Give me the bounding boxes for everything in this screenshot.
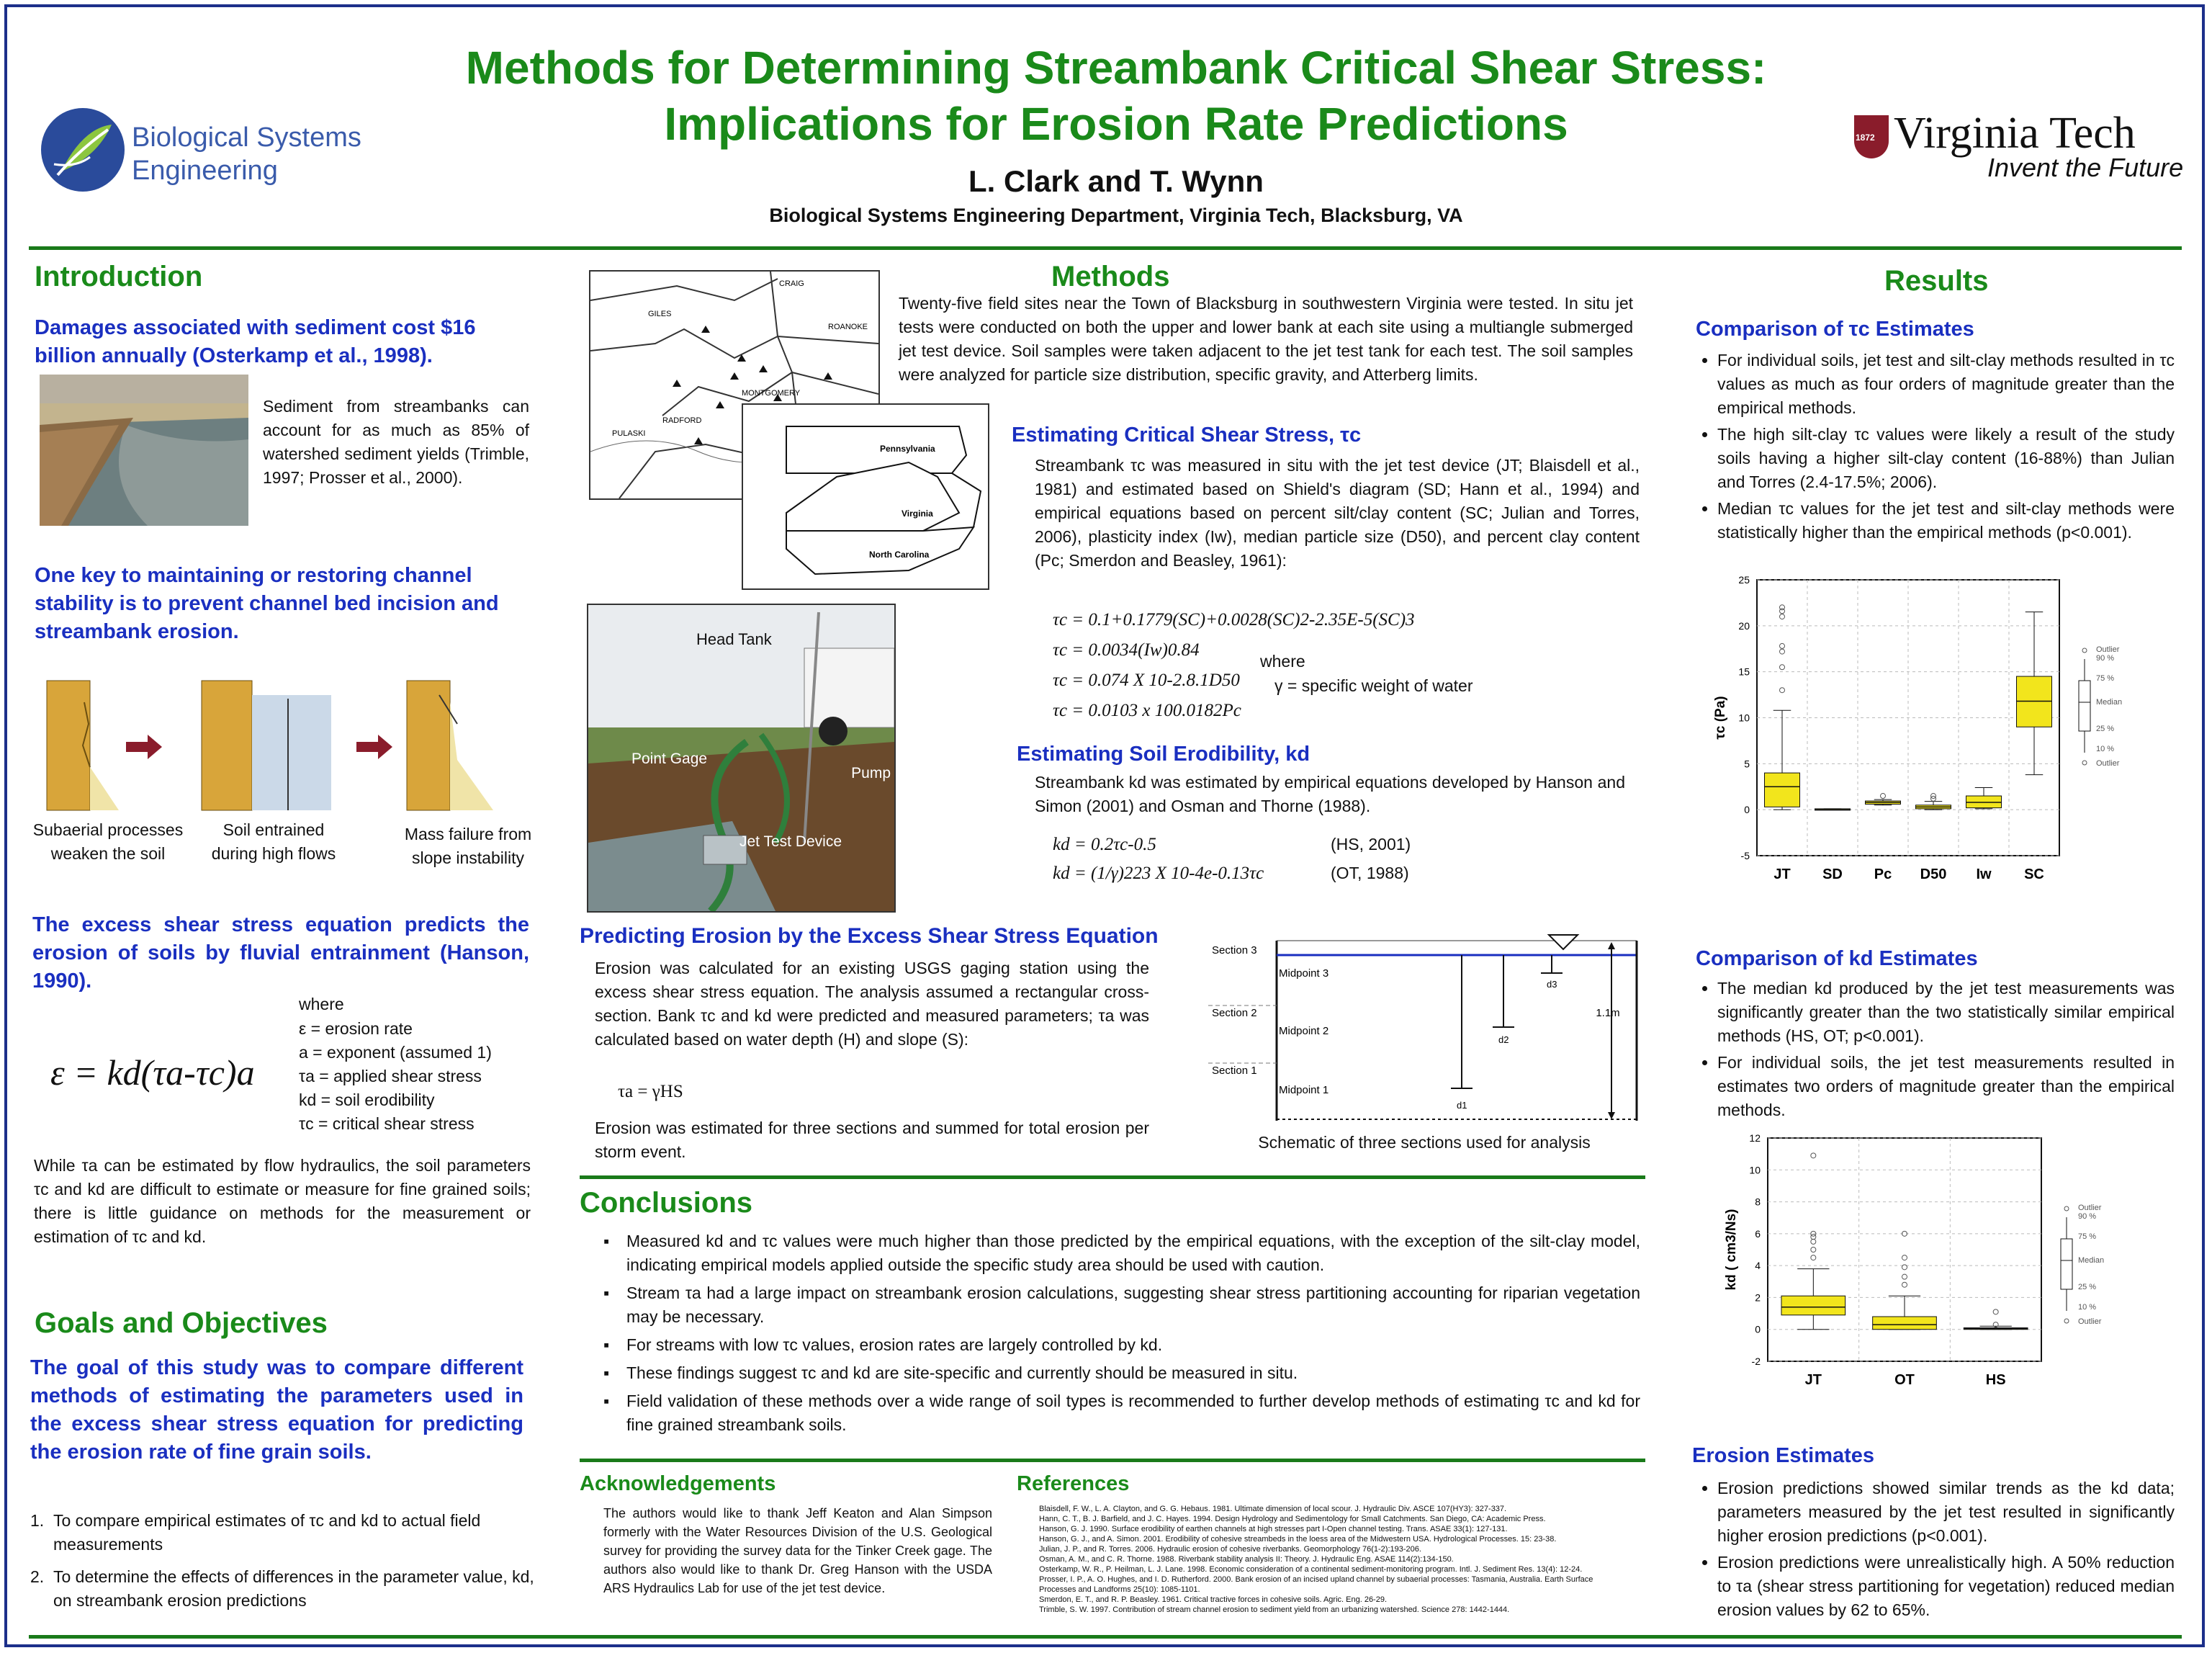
def-exponent: a = exponent (assumed 1) xyxy=(299,1043,492,1062)
map-label-giles: GILES xyxy=(648,310,672,318)
reference-item: Osman, A. M., and C. R. Thorne. 1988. Riverbank stability analysis II: Theory. J. Hydraulic Eng. ASAE 114(2):134-150. xyxy=(1039,1555,1454,1564)
kd-result-2: • For individual soils, the jet test measurements resulted in estimates two orders of magnitude greater than the empirical methods. xyxy=(1717,1051,2175,1122)
y-tick-label: 15 xyxy=(1738,666,1750,678)
objective-item: 2. To determine the effects of differences in the parameter value, kd, on streambank erosion predictions xyxy=(30,1565,534,1613)
tc-heading: Estimating Critical Shear Stress, τc xyxy=(1012,424,1362,447)
x-tick-label: HS xyxy=(1985,1372,2006,1388)
tc-eq-clay: τc = 0.0103 x 100.0182Pc xyxy=(1053,701,1241,720)
x-tick-label: Iw xyxy=(1976,866,1992,882)
conclusion-item: ▪ These findings suggest τc and kd are site-specific and currently should be measured in situ. xyxy=(603,1361,1640,1385)
def-applied-stress: τa = applied shear stress xyxy=(299,1067,482,1085)
erosion-results-heading: Erosion Estimates xyxy=(1692,1444,1875,1467)
y-tick-label: 10 xyxy=(1749,1164,1761,1176)
x-tick-label: SD xyxy=(1822,866,1843,882)
def-critical-stress: τc = critical shear stress xyxy=(299,1114,475,1133)
defs-list xyxy=(299,1017,492,1136)
kd-eq-ot-src: (OT, 1988) xyxy=(1331,864,1409,882)
legend-label: 75 % xyxy=(2096,674,2115,683)
x-tick-label: Pc xyxy=(1874,866,1892,882)
box-iqr xyxy=(1765,773,1800,807)
x-tick-label: SC xyxy=(2024,866,2044,882)
tc-where: where xyxy=(1260,652,1305,671)
y-tick-label: -5 xyxy=(1740,850,1750,861)
y-tick-label: 4 xyxy=(1755,1260,1761,1272)
y-tick-label: -2 xyxy=(1751,1356,1761,1367)
tc-result-3: • Median τc values for the jet test and silt-clay methods were statistically higher than the empirical methods (p<0.001). xyxy=(1717,497,2175,545)
map-label-roanoke: ROANOKE xyxy=(828,323,868,331)
conclusions-heading: Conclusions xyxy=(580,1187,753,1219)
schematic-d2: d2 xyxy=(1498,1034,1509,1045)
reference-item: Hanson, G. J., and A. Simon. 2001. Erodibility of cohesive streambeds in the loess area of the Midwestern USA. Hydrological Processes. 15: 23-38. xyxy=(1039,1535,1557,1544)
box-outlier xyxy=(1902,1274,1907,1279)
box-outlier xyxy=(1811,1255,1816,1260)
references-heading: References xyxy=(1017,1472,1130,1495)
box-outlier xyxy=(1811,1153,1816,1158)
tc-boxplot xyxy=(1714,569,2160,893)
box-outlier xyxy=(1902,1265,1907,1270)
kd-eq-ot: kd = (1/γ)223 X 10-4e-0.13τc xyxy=(1053,864,1264,883)
diagram-label-2: Soil entrained during high flows xyxy=(211,820,336,863)
def-erodibility: kd = soil erodibility xyxy=(299,1090,435,1109)
while-text: While τa can be estimated by flow hydraulics, the soil parameters τc and kd are difficult to estimate or measure for fine grained soils; there is little guidance on methods for the measurement or estimation of τc and kd. xyxy=(34,1156,531,1246)
map-label-pulaski: PULASKI xyxy=(612,429,646,438)
tc-equations xyxy=(1053,605,1415,726)
section-schematic xyxy=(1201,933,1647,1128)
reference-item: Julian, J. P., and R. Torres. 2006. Hydraulic erosion of cohesive riverbanks. Geomorphology 76(1-2):193-206. xyxy=(1039,1545,1421,1554)
objective-1: To compare empirical estimates of τc and kd to actual field measurements xyxy=(53,1511,481,1554)
conclusion-1: Measured kd and τc values were much higher than those predicted by the empirical equations, with the exception of the silt-clay model, indicating empirical models applied outside the specific study area should be used with caution. xyxy=(626,1232,1640,1274)
kd-result-1: • The median kd produced by the jet test measurements was significantly greater than the two statistically similar empirical methods (HS, OT; p<0.001). xyxy=(1717,977,2175,1048)
vt-name: Virginia Tech xyxy=(1894,109,2136,158)
methods-heading: Methods xyxy=(1051,261,1170,292)
logo-text-line-2: Engineering xyxy=(132,156,278,186)
kd-heading: Estimating Soil Erodibility, kd xyxy=(1017,743,1310,766)
objectives-list xyxy=(30,1509,534,1613)
y-tick-label: 10 xyxy=(1738,712,1750,724)
x-tick-label: JT xyxy=(1804,1372,1822,1388)
box-outlier xyxy=(1780,688,1785,693)
results-heading: Results xyxy=(1884,265,1989,297)
legend-label: 90 % xyxy=(2096,654,2115,663)
kd-boxplot xyxy=(1725,1127,2157,1394)
kd-text: Streambank kd was estimated by empirical equations developed by Hanson and Simon (2001) and Osman and Thorne (1988). xyxy=(1035,773,1625,815)
ack-text: The authors would like to thank Jeff Keaton and Alan Simpson formerly with the Water Resources Division of the U.S. Geological survey for providing the survey data for the Tinker Creek gage. The authors also would like to thank Dr. Greg Hanson with the USDA ARS Hydraulics Lab for use of the jet test device. xyxy=(603,1506,992,1595)
box-outlier xyxy=(1780,649,1785,654)
vt-logo xyxy=(1854,108,2185,187)
legend-outlier xyxy=(2082,761,2087,765)
reference-item: Osterkamp, W. R., P. Heilman, L. J. Lane. 1998. Economic consideration of a continental sediment-monitoring program. Intl. J. Sediment Res. 13(4): 12-24. xyxy=(1039,1565,1583,1574)
damages-text: Damages associated with sediment cost $16 billion annually (Osterkamp et al., 1998). xyxy=(35,316,476,367)
main-equation: ε = kd(τa-τc)a xyxy=(50,1052,255,1093)
bse-logo-icon xyxy=(40,107,126,193)
poster-title xyxy=(216,40,2016,152)
y-tick-label: 25 xyxy=(1738,574,1750,586)
legend-outlier xyxy=(2064,1206,2069,1211)
ta-equation: τa = γHS xyxy=(618,1082,683,1101)
intro-heading: Introduction xyxy=(35,261,203,292)
y-tick-label: 5 xyxy=(1744,758,1750,770)
legend-label: 25 % xyxy=(2078,1283,2097,1291)
box-outlier xyxy=(1780,665,1785,670)
methods-intro: Twenty-five field sites near the Town of Blacksburg in southwestern Virginia were tested. In situ jet tests were conducted on both the upper and lower bank at each site using a multiangle submerged jet test device. Soil samples were taken adjacent to the jet test tank for each test. The soil samples were analyzed for particle size distribution, specific gravity, and Atterberg limits. xyxy=(899,294,1633,384)
photo-label-jet-test-device: Jet Test Device xyxy=(739,833,842,850)
legend-label: Outlier xyxy=(2078,1204,2102,1212)
tc-eq-d50: τc = 0.074 X 10-2.8.1D50 xyxy=(1053,671,1240,690)
x-tick-label: D50 xyxy=(1920,866,1947,882)
arrow-icon xyxy=(126,735,162,759)
bse-logo xyxy=(40,107,371,197)
diagram-label-1: Subaerial processes weaken the soil xyxy=(32,820,184,863)
inset-label-virginia: Virginia xyxy=(902,509,933,519)
affiliation: Biological Systems Engineering Department, Virginia Tech, Blacksburg, VA xyxy=(769,205,1463,226)
legend-label: Outlier xyxy=(2096,645,2120,654)
conclusion-5: Field validation of these methods over a wide range of soil types is recommended to further develop methods of estimating τc and kd for fine grained streambank soils. xyxy=(626,1392,1640,1434)
tc-result-2: • The high silt-clay τc values were likely a result of the study soils having a higher silt-clay content (16-88%) than Julian and Torres (2.4-17.5%; 2006). xyxy=(1717,423,2175,494)
schematic-midpoint-3: Midpoint 3 xyxy=(1279,967,1329,980)
box-outlier xyxy=(1902,1255,1907,1260)
kd-results-bullets xyxy=(1696,977,2175,1125)
schematic-d3: d3 xyxy=(1547,979,1557,990)
schematic-midpoint-2: Midpoint 2 xyxy=(1279,1025,1329,1037)
box-outlier xyxy=(1811,1239,1816,1244)
conclusion-item: ▪ Stream τa had a large impact on streambank erosion calculations, suggesting shear stress partitioning accounting for riparian vegetation may be necessary. xyxy=(603,1281,1640,1329)
conclusion-3: For streams with low τc values, erosion rates are largely controlled by kd. xyxy=(626,1335,1163,1354)
y-tick-label: 0 xyxy=(1744,804,1750,816)
footer-divider xyxy=(29,1635,2182,1639)
y-tick-label: 2 xyxy=(1755,1291,1761,1304)
legend-label: 10 % xyxy=(2078,1303,2097,1312)
tc-results-heading: Comparison of τc Estimates xyxy=(1696,318,1974,341)
gamma-def: γ = specific weight of water xyxy=(1274,676,1473,695)
conclusion-item: ▪ Field validation of these methods over a wide range of soil types is recommended to further develop methods of estimating τc and kd for fine grained streambank soils. xyxy=(603,1389,1640,1437)
y-tick-label: 6 xyxy=(1755,1227,1761,1240)
logo-text-line-1: Biological Systems xyxy=(132,122,361,153)
x-tick-label: OT xyxy=(1894,1372,1915,1388)
box-iqr xyxy=(1781,1296,1845,1315)
goal-text: The goal of this study was to compare different methods of estimating the parameters used in the excess shear stress equation for predicting the erosion rate of fine grain soils. xyxy=(30,1356,523,1464)
legend-outlier xyxy=(2082,648,2087,653)
y-axis-label: τc (Pa) xyxy=(1714,696,1728,740)
diagram-label-3: Mass failure from slope instability xyxy=(404,825,532,867)
legend-label: 75 % xyxy=(2078,1232,2097,1241)
ack-divider xyxy=(580,1459,1645,1462)
vt-shield-icon xyxy=(1854,115,1889,158)
tc-results-bullets xyxy=(1696,349,2175,547)
kd-results-heading: Comparison of kd Estimates xyxy=(1696,947,1978,970)
conclusion-2: Stream τa had a large impact on streambank erosion calculations, suggesting shear stress partitioning accounting for riparian vegetation may be necessary. xyxy=(626,1284,1640,1326)
reference-item: Trimble, S. W. 1997. Contribution of stream channel erosion to sediment yield from an urbanizing watershed. Science 278: 1442-1444. xyxy=(1039,1605,1510,1614)
map-label-craig: CRAIG xyxy=(779,279,804,288)
erosion-result-1: • Erosion predictions showed similar trends as the kd data; parameters measured by the jet test resulted in significantly higher erosion predictions (p<0.001). xyxy=(1717,1477,2175,1548)
reference-item: Hann, C. T., B. J. Barfield, and J. C. Hayes. 1994. Design Hydrology and Sedimentology for Small Catchments. San Diego, CA: Academic Press. xyxy=(1039,1515,1546,1523)
schematic-section-3: Section 3 xyxy=(1212,944,1257,957)
schematic-section-1: Section 1 xyxy=(1212,1065,1257,1077)
y-tick-label: 12 xyxy=(1749,1132,1761,1144)
legend-outlier xyxy=(2064,1319,2069,1323)
schematic-midpoint-1: Midpoint 1 xyxy=(1279,1084,1329,1096)
legend-box xyxy=(2061,1239,2072,1289)
box-outlier xyxy=(1780,643,1785,648)
legend-label: Outlier xyxy=(2096,759,2120,768)
kd-eq-hs: kd = 0.2τc-0.5 xyxy=(1053,835,1156,854)
jet-test-photo xyxy=(587,604,896,913)
x-tick-label: JT xyxy=(1773,866,1791,882)
y-tick-label: 8 xyxy=(1755,1196,1761,1208)
photo-label-head-tank: Head Tank xyxy=(696,630,772,648)
map-label-montgomery: MONTGOMERY xyxy=(742,389,801,398)
objective-2: To determine the effects of differences in the parameter value, kd, on streambank erosion predictions xyxy=(53,1567,534,1610)
legend-label: 90 % xyxy=(2078,1212,2097,1221)
schematic-caption: Schematic of three sections used for analysis xyxy=(1258,1133,1591,1152)
objective-item: 1. To compare empirical estimates of τc and kd to actual field measurements xyxy=(30,1509,534,1556)
y-tick-label: 0 xyxy=(1755,1323,1761,1335)
kd-eq-hs-src: (HS, 2001) xyxy=(1331,835,1411,854)
erosion-results-bullets xyxy=(1696,1477,2175,1625)
title-line-2: Implications for Erosion Rate Predictions xyxy=(664,98,1568,150)
photo-label-point-gage: Point Gage xyxy=(631,751,708,767)
erosion-result-2: • Erosion predictions were unrealistically high. A 50% reduction to τa (shear stress partitioning for vegetation) reduced median erosion values by 62 to 65%. xyxy=(1717,1551,2175,1622)
legend-label: Outlier xyxy=(2078,1317,2102,1326)
map-label-radford: RADFORD xyxy=(662,416,702,425)
inset-map xyxy=(742,403,989,590)
key-text: One key to maintaining or restoring channel stability is to prevent channel bed incision and streambank erosion. xyxy=(35,564,499,643)
erosion-process-diagram xyxy=(40,673,529,817)
references-list xyxy=(1039,1504,1601,1615)
conclusions-divider xyxy=(580,1175,1645,1179)
goals-heading: Goals and Objectives xyxy=(35,1307,328,1339)
schematic-section-2: Section 2 xyxy=(1212,1007,1257,1019)
predict-heading: Predicting Erosion by the Excess Shear Stress Equation xyxy=(580,924,1159,948)
reference-item: Blaisdell, F. W., L. A. Clayton, and G. G. Hebaus. 1981. Ultimate dimension of local scour. J. Hydraulic Div. ASCE 107(HY3): 327-337. xyxy=(1039,1505,1507,1513)
title-line-1: Methods for Determining Streambank Critical Shear Stress: xyxy=(465,42,1767,94)
box-iqr xyxy=(1873,1317,1937,1330)
reference-item: Smerdon, E. T., and R. P. Beasley. 1961. Critical tractive forces in cohesive soils. Agric. Eng. 26-29. xyxy=(1039,1595,1388,1604)
conclusion-item: ▪ Measured kd and τc values were much higher than those predicted by the empirical equations, with the exception of the silt-clay model, indicating empirical models applied outside the specific study area should be used with caution. xyxy=(603,1229,1640,1277)
predict-text-2: Erosion was estimated for three sections and summed for total erosion per storm event. xyxy=(595,1119,1149,1161)
legend-box xyxy=(2079,681,2090,731)
legend-label: 25 % xyxy=(2096,725,2115,733)
authors: L. Clark and T. Wynn xyxy=(968,164,1264,198)
box-outlier xyxy=(1780,605,1785,610)
box-outlier xyxy=(1993,1309,1998,1314)
predict-text: Erosion was calculated for an existing USGS gaging station using the excess shear stress equation. The analysis assumed a rectangular cross-section. Bank τc and kd were predicted and measured parameters; τa was calculated based on water depth (H) and slope (S): xyxy=(595,959,1149,1049)
box-outlier xyxy=(1780,614,1785,619)
legend-label: Median xyxy=(2096,698,2123,707)
where-label: where xyxy=(299,995,344,1013)
conclusion-4: These findings suggest τc and kd are site-specific and currently should be measured in situ. xyxy=(626,1363,1298,1382)
excess-text: The excess shear stress equation predicts the erosion of soils by fluvial entrainment (Hanson, 1990). xyxy=(32,913,529,993)
sediment-text: Sediment from streambanks can account for as much as 85% of watershed sediment yields (Trimble, 1997; Prosser et al., 2000). xyxy=(263,397,529,487)
tc-result-1: • For individual soils, jet test and silt-clay methods resulted in τc values as much as four orders of magnitude greater than the empirical methods. xyxy=(1717,349,2175,420)
box-outlier xyxy=(1881,794,1886,799)
inset-label-pennsylvania: Pennsylvania xyxy=(880,444,935,454)
legend-label: Median xyxy=(2078,1256,2105,1265)
ack-heading: Acknowledgements xyxy=(580,1472,776,1495)
photo-label-pump: Pump xyxy=(851,765,891,781)
vt-tagline: Invent the Future xyxy=(1987,153,2184,182)
reference-item: Prosser, I. P., A. O. Hughes, and I. D. Rutherford. 2000. Bank erosion of an incised upland channel by subaerial processes: Tasmania, Australia. Earth Surface Processes and Landforms 25(10): 1085-1101. xyxy=(1039,1575,1593,1594)
arrow-icon xyxy=(356,735,392,759)
stream-photo xyxy=(40,375,248,526)
y-tick-label: 20 xyxy=(1738,619,1750,632)
tc-eq-silt-clay: τc = 0.1+0.1779(SC)+0.0028(SC)2-2.35E-5(SC)3 xyxy=(1053,610,1415,630)
tc-text: Streambank τc was measured in situ with the jet test device (JT; Blaisdell et al., 1981) and estimated based on Shield's diagram (SD; Hann et al., 1994) and empirical equations based on percent silt/clay content (SC; Julian and Torres, 2006), plasticity index (Iw), median particle size (D50), and percent clay content (Pc; Smerdon and Beasley, 1961): xyxy=(1035,456,1640,570)
schematic-d1: d1 xyxy=(1457,1100,1467,1111)
conclusions-list xyxy=(603,1229,1640,1437)
header-divider xyxy=(29,246,2182,250)
box-outlier xyxy=(1902,1282,1907,1287)
reference-item: Hanson, G. J. 1990. Surface erodibility of earthen channels at high stresses part I-Open channel testing. Trans. ASAE 33(1): 127-131. xyxy=(1039,1525,1508,1533)
vt-year: 1872 xyxy=(1856,133,1875,143)
legend-label: 10 % xyxy=(2096,745,2115,753)
conclusion-item: ▪ For streams with low τc values, erosion rates are largely controlled by kd. xyxy=(603,1333,1640,1357)
def-erosion-rate: ε = erosion rate xyxy=(299,1019,413,1038)
schematic-height: 1.1m xyxy=(1596,1007,1620,1019)
y-axis-label: kd ( cm3/Ns) xyxy=(1725,1209,1739,1291)
box-outlier xyxy=(1811,1247,1816,1253)
inset-label-north-carolina: North Carolina xyxy=(869,550,930,560)
tc-eq-plasticity: τc = 0.0034(Iw)0.84 xyxy=(1053,640,1200,660)
